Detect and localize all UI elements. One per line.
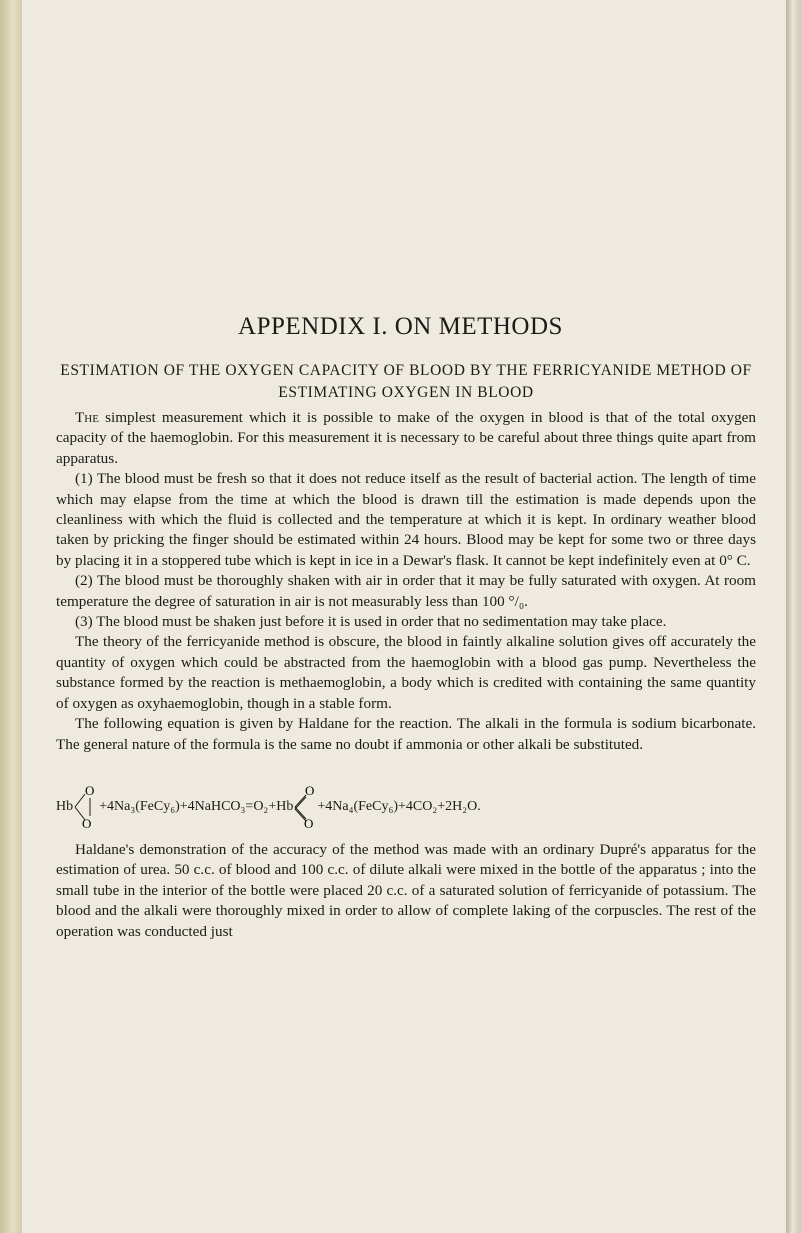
oxyhaemoglobin-formula xyxy=(276,785,317,829)
oxygen-top-label: O xyxy=(85,785,95,798)
paragraph-condition-1: (1) The blood must be fresh so that it does not reduce itself as the result of bacterial action. The length of time which may elapse from the time at which the blood is drawn till the estimation is made depends upon the cleanliness with which the fluid is collected and the temperature at which it is kept. In ordinary weather blood taken by pricking the finger should be estimated within 24 hours. Blood may be kept for some two or three days by placing it in a stoppered tube which is kept in ice in a Dewar's flask. It cannot be kept indefinitely even at 0° C. xyxy=(56,470,756,569)
paragraph-theory: The theory of the ferricyanide method is obscure, the blood in faintly alkaline solution gives off accurately the quantity of oxygen which could be abstracted from the haemoglobin with a blood gas pump. Nevertheless the substance formed by the reaction is methaemoglobin, a body which is credited with containing the same quantity of oxygen as oxyhaemoglobin, though in a stable form. xyxy=(56,633,756,712)
body-text-continued xyxy=(56,840,756,942)
appendix-title: APPENDIX I. ON METHODS xyxy=(238,313,563,340)
paragraph-equation-intro: The following equation is given by Haldane for the reaction. The alkali in the formula is sodium bicarbonate. The general nature of the formula is the same no doubt if ammonia or other alkali be substituted. xyxy=(56,715,756,753)
equation-left-terms: +4Na₃(FeCy₆)+4NaHCO₃=O₂+ xyxy=(99,799,277,814)
paragraph-condition-3: (3) The blood must be shaken just before it is used in order that no sedimentation may take place. xyxy=(75,613,667,631)
page-right-edge xyxy=(786,0,801,1233)
oxygen-top-label-2: O xyxy=(305,785,315,798)
paragraph-condition-2: (2) The blood must be thoroughly shaken with air in order that it may be fully saturated with oxygen. At room temperature the degree of saturation in air is not measurably less than 100 °/₀. xyxy=(56,572,756,610)
hb-symbol-2: Hb xyxy=(276,799,294,814)
oxygen-bottom-label-2: O xyxy=(304,816,314,829)
equation-right-terms: +4Na₄(FeCy₆)+4CO₂+2H₂O. xyxy=(317,799,481,814)
paragraph-intro xyxy=(56,408,756,469)
oxygen-bond-diagram-right xyxy=(293,785,317,829)
section-title: ESTIMATION OF THE OXYGEN CAPACITY OF BLOOD BY THE FERRICYANIDE METHOD OF ESTIMATING OXYGEN IN BLOOD xyxy=(60,362,752,401)
paragraph-demonstration: Haldane's demonstration of the accuracy of the method was made with an ordinary Dupré's apparatus for the estimation of urea. 50 c.c. of blood and 100 c.c. of dilute alkali were mixed in the bottle of the apparatus ; into the small tube in the interior of the bottle were placed 20 c.c. of a saturated solution of ferricyanide of potassium. The blood and the alkali were thoroughly mixed in order to allow of complete laking of the corpuscles. The rest of the operation was conducted just xyxy=(56,841,756,940)
body-text xyxy=(56,408,756,755)
chemical-equation xyxy=(56,785,756,829)
oxygen-bond-diagram-left xyxy=(73,785,99,829)
oxygen-bottom-label: O xyxy=(82,816,92,829)
book-binding-edge xyxy=(0,0,22,1233)
paragraph-text: simplest measurement which it is possible to make of the oxygen in blood is that of the total oxygen capacity of the haemoglobin. For this measurement it is necessary to be careful about three things quite apart from apparatus. xyxy=(56,409,756,467)
lead-word: The xyxy=(75,409,99,426)
hb-symbol: Hb xyxy=(56,799,74,814)
methaemoglobin-formula xyxy=(56,785,99,829)
